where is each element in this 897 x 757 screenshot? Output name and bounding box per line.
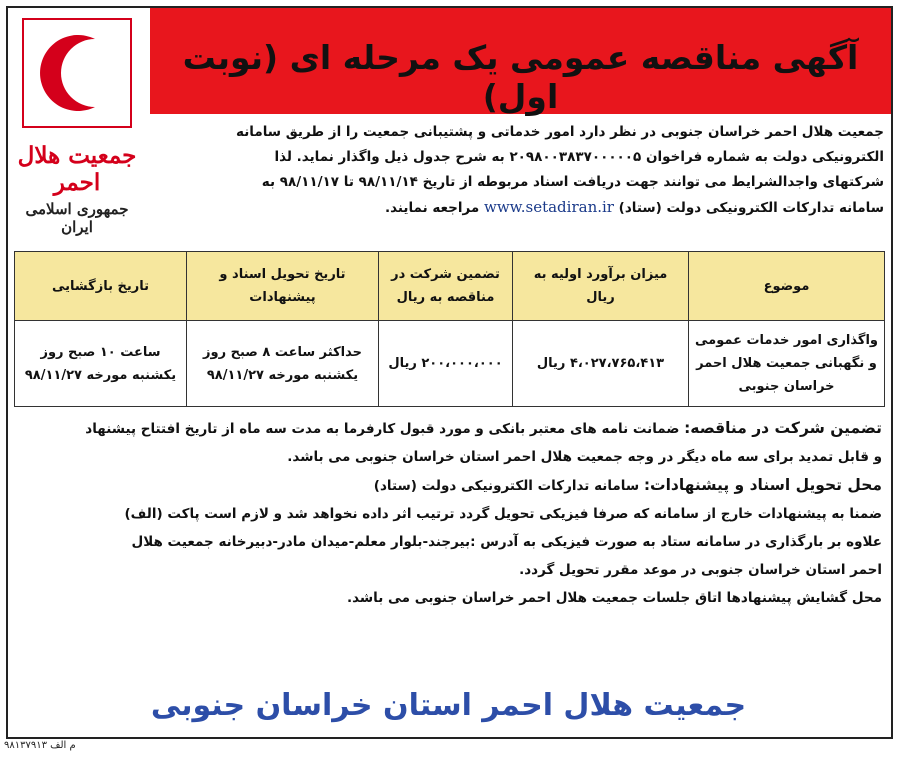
cell-subject: واگذاری امور خدمات عمومی و نگهبانی جمعیت هلال احمر خراسان جنوبی: [689, 321, 885, 407]
cell-guarantee: ۲۰۰،۰۰۰،۰۰۰ ریال: [379, 321, 513, 407]
cell-opening-date: ساعت ۱۰ صبح روز یکشنبه مورخه ۹۸/۱۱/۲۷: [15, 321, 187, 407]
cell-estimate: ۴،۰۲۷،۷۶۵،۴۱۳ ریال: [513, 321, 689, 407]
note-line: ضمنا به پیشنهادات خارج از سامانه که صرفا فیزیکی تحویل گردد ترتیب اثر داده نخواهد شد و لازم است پاکت (الف): [124, 506, 882, 522]
table-row: [15, 321, 885, 407]
guarantee-text: ضمانت نامه های معتبر بانکی و مورد قبول کارفرما به مدت سه ماه از تاریخ افتتاح پیشنهاد: [85, 421, 680, 437]
intro-line: [150, 195, 884, 221]
crescent-icon: [37, 31, 121, 115]
ad-code: م الف ۹۸۱۳۷۹۱۳: [4, 740, 76, 751]
intro-line: جمعیت هلال احمر خراسان جنوبی در نظر دارد امور خدماتی و پشتیبانی جمعیت را از طریق سامانه: [236, 124, 884, 140]
delivery-text: سامانه تدارکات الکترونیکی دولت (ستاد): [373, 478, 640, 494]
guarantee-text-continued: و قابل تمدید برای سه ماه دیگر در وجه جمعیت هلال احمر استان خراسان جنوبی می باشد.: [287, 449, 882, 465]
tender-table: [14, 251, 885, 407]
page-title: آگهی مناقصه عمومی یک مرحله ای (نوبت اول): [182, 38, 859, 116]
intro-paragraph: [150, 120, 884, 221]
title-banner: [150, 8, 891, 114]
footer-org-name: جمعیت هلال احمر استان خراسان جنوبی: [150, 688, 747, 723]
note-line: علاوه بر بارگذاری در سامانه ستاد به صورت فیزیکی به آدرس :بیرجند-بلوار معلم-میدان مادر-دبیرخانه جمعیت هلال: [131, 534, 882, 550]
header-delivery-date: تاریخ تحویل اسناد و پیشنهادات: [187, 252, 379, 321]
intro-text: سامانه تدارکات الکترونیکی دولت (ستاد): [618, 200, 884, 216]
delivery-line: [16, 471, 882, 500]
table-header-row: [15, 252, 885, 321]
conditions-section: [16, 414, 882, 612]
intro-text: مراجعه نمایند.: [384, 200, 480, 216]
header-subject: موضوع: [689, 252, 885, 321]
logo-panel: [8, 8, 146, 236]
logo-org-name: جمعیت هلال احمر: [17, 142, 137, 196]
note-line: احمر استان خراسان جنوبی در موعد مقرر تحویل گردد.: [519, 562, 882, 578]
header-opening-date: تاریخ بازگشایی: [15, 252, 187, 321]
opening-place: محل گشایش پیشنهادها اتاق جلسات جمعیت هلال احمر خراسان جنوبی می باشد.: [346, 590, 882, 606]
logo-country: جمهوری اسلامی ایران: [25, 200, 129, 236]
header-estimate: میزان برآورد اولیه به ریال: [513, 252, 689, 321]
red-crescent-logo: [22, 18, 132, 128]
guarantee-heading: تضمین شرکت در مناقصه:: [684, 419, 882, 437]
cell-delivery-date: حداکثر ساعت ۸ صبح روز یکشنبه مورخه ۹۸/۱۱/۲۷: [187, 321, 379, 407]
intro-line: الکترونیکی دولت به شماره فراخوان ۲۰۹۸۰۰۳۸۳۷۰۰۰۰۰۵ به شرح جدول ذیل واگذار نماید. لذا: [274, 149, 884, 165]
header-guarantee: تضمین شرکت در مناقصه به ریال: [379, 252, 513, 321]
guarantee-line: [16, 414, 882, 443]
delivery-heading: محل تحویل اسناد و پیشنهادات:: [643, 476, 882, 494]
setadiran-link[interactable]: www.setadiran.ir: [484, 198, 614, 216]
intro-line: شرکتهای واجدالشرایط می توانند جهت دریافت اسناد مربوطه از تاریخ ۹۸/۱۱/۱۴ تا ۹۸/۱۱/۱۷ به: [261, 174, 884, 190]
